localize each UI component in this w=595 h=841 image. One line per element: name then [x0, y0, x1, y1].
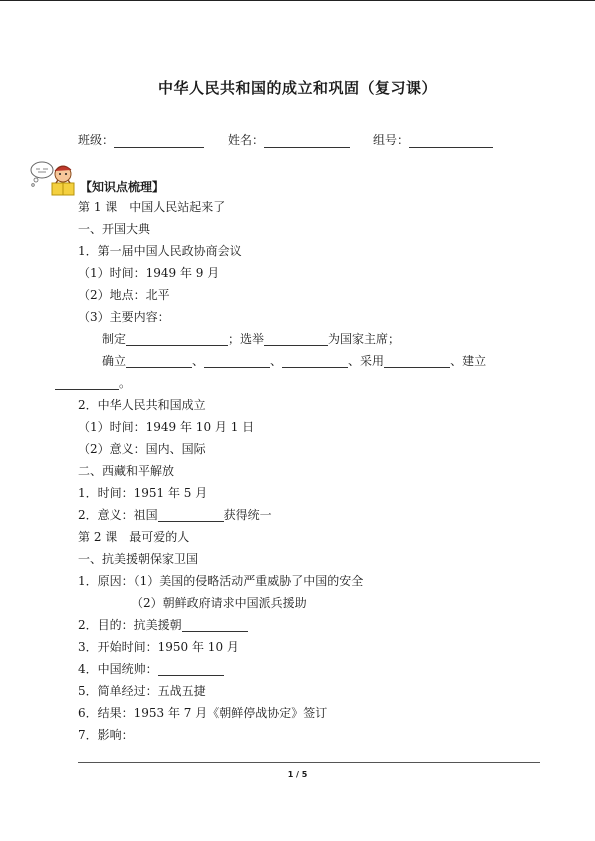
- name-blank[interactable]: [264, 135, 350, 148]
- cartoon-reader-icon: [28, 156, 78, 198]
- prc-significance: （2）意义：国内、国际: [78, 442, 206, 456]
- section-tibet: 二、西藏和平解放: [78, 464, 175, 478]
- war-start-time: 3．开始时间：1950 年 10 月: [78, 640, 239, 654]
- top-border-line: [0, 0, 595, 1]
- class-blank[interactable]: [114, 135, 204, 148]
- section-founding-ceremony: 一、开国大典: [78, 222, 151, 236]
- war-process: 5．简单经过：五战五捷: [78, 684, 206, 698]
- war-cause-2: （2）朝鲜政府请求中国派兵援助: [131, 596, 307, 610]
- cppcc-place: （2）地点：北平: [78, 288, 170, 302]
- lesson-2-title: 第 2 课 最可爱的人: [78, 530, 190, 544]
- blank-commander[interactable]: [158, 663, 224, 676]
- name-label: 姓名：: [228, 133, 265, 147]
- blank-purpose[interactable]: [182, 619, 248, 632]
- page-number: 1 / 5: [287, 770, 308, 779]
- blank-enact[interactable]: [126, 333, 228, 346]
- group-blank[interactable]: [409, 135, 493, 148]
- war-cause-1: 1．原因：（1）美国的侵略活动严重威胁了中国的安全: [78, 574, 364, 588]
- blank-elect[interactable]: [264, 333, 328, 346]
- item-cppcc: 1．第一届中国人民政协商会议: [78, 244, 242, 258]
- fill-line-continued: 。: [55, 376, 131, 390]
- class-label: 班级：: [78, 133, 115, 147]
- fill-line-enact: 制定 ；选举 为国家主席；: [102, 332, 401, 346]
- cppcc-content: （3）主要内容：: [78, 310, 170, 324]
- lesson-1-title: 第 1 课 中国人民站起来了: [78, 200, 226, 214]
- blank-flag[interactable]: [384, 355, 450, 368]
- blank-calendar[interactable]: [204, 355, 270, 368]
- page-title: 中华人民共和国的成立和巩固（复习课）: [157, 79, 437, 97]
- tibet-time: 1．时间：1951 年 5 月: [78, 486, 208, 500]
- fill-line-establish: 确立 、 、 、采用 、建立: [102, 354, 487, 368]
- prc-time: （1）时间：1949 年 10 月 1 日: [78, 420, 255, 434]
- name-field: [228, 131, 350, 148]
- blank-monument[interactable]: [55, 377, 119, 390]
- blank-capital[interactable]: [126, 355, 192, 368]
- section-heading: 【知识点梳理】: [80, 180, 165, 194]
- group-label: 组号：: [373, 133, 410, 147]
- item-prc-founding: 2．中华人民共和国成立: [78, 398, 206, 412]
- war-influence: 7．影响：: [78, 728, 134, 742]
- blank-anthem[interactable]: [282, 355, 348, 368]
- cppcc-time: （1）时间：1949 年 9 月: [78, 266, 220, 280]
- group-field: [373, 131, 493, 148]
- tibet-significance: 2．意义：祖国 获得统一: [78, 508, 272, 522]
- class-field: [78, 131, 204, 148]
- war-result: 6．结果：1953 年 7 月《朝鲜停战协定》签订: [78, 706, 328, 720]
- footer-divider: [78, 762, 540, 763]
- blank-mainland[interactable]: [158, 509, 224, 522]
- war-purpose: 2．目的：抗美援朝: [78, 618, 248, 632]
- section-korean-war: 一、抗美援朝保家卫国: [78, 552, 199, 566]
- war-commander: 4．中国统帅：: [78, 662, 224, 676]
